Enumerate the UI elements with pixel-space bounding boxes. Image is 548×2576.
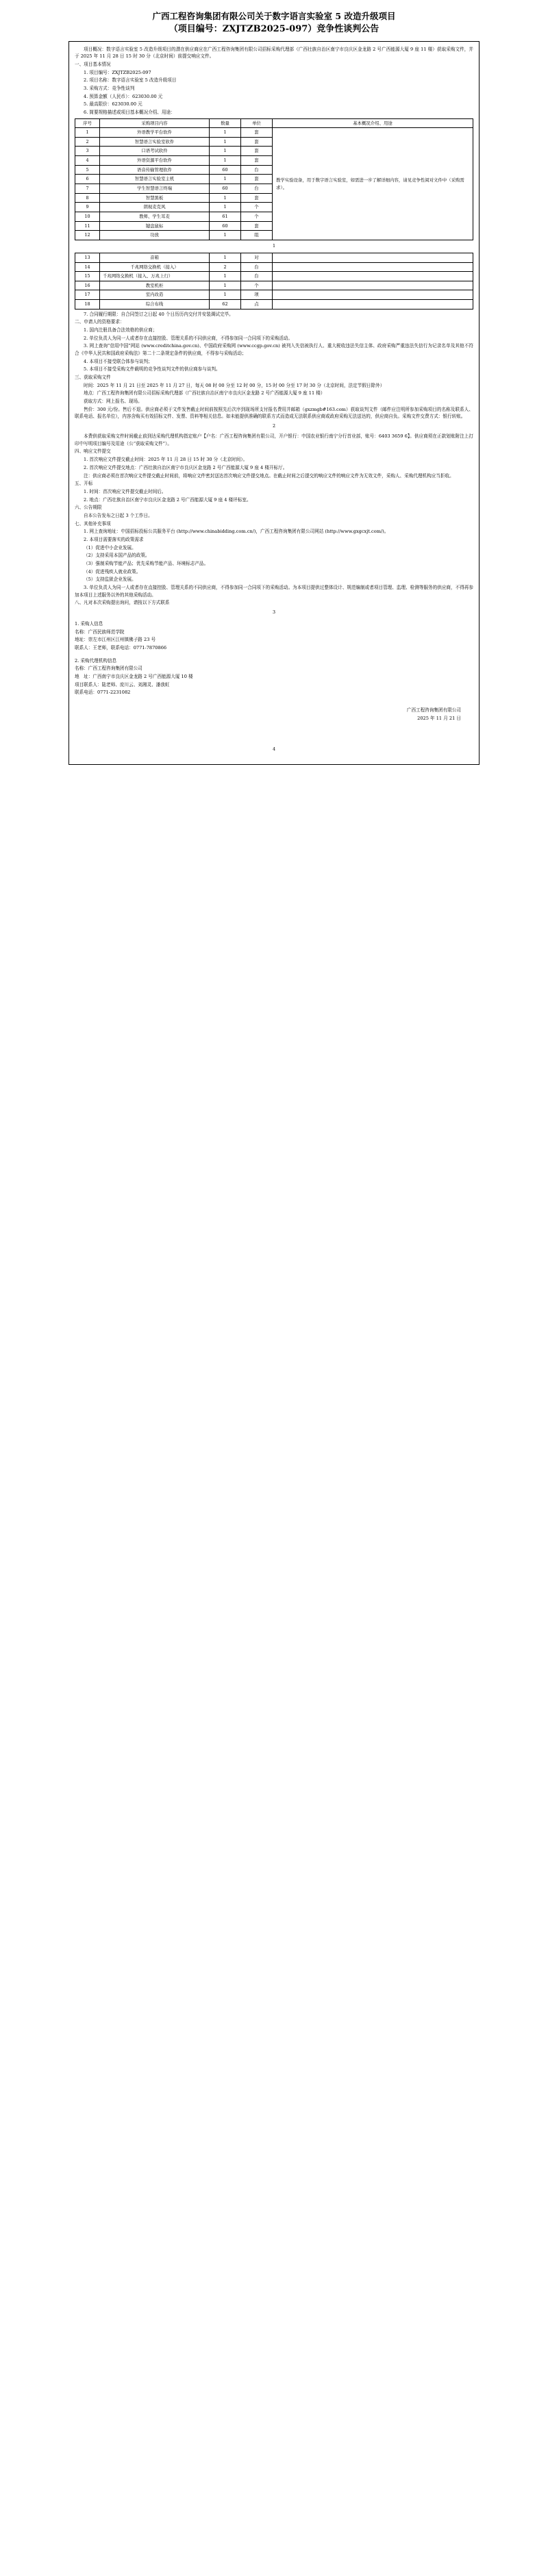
section-3-place: 地点：广西工程咨询集团有限公司招标采购代理部（广西壮族自治区南宁市良庆区金龙路 2 号广西能源大厦 9 座 11 楼） bbox=[84, 390, 325, 396]
table-row bbox=[75, 272, 473, 281]
section-8-heading: 八、凡对本次采购提出询问，请按以下方式联系 bbox=[75, 600, 170, 606]
cell-item: 学生智慧语言终端 bbox=[100, 184, 210, 194]
cell-item: 键盘鼠标 bbox=[100, 221, 210, 231]
section-2-item-5: 5. 本项目不接受采购文件载明的竞争性谈判文件的供应商参与谈判。 bbox=[84, 366, 221, 372]
section-2-heading: 二、申请人的资格要求： bbox=[75, 319, 125, 325]
agency-info bbox=[75, 657, 473, 696]
section-5-item-2: 2. 地点：广西壮族自治区南宁市良庆区金龙路 2 号广西能源大厦 9 座 4 楼评标室。 bbox=[84, 496, 251, 503]
cell-desc bbox=[273, 281, 473, 290]
section-3-method: 获取方式：网上报名、现场。 bbox=[84, 399, 142, 405]
cell-item: 智慧语言实验室主机 bbox=[100, 175, 210, 184]
cell-qty: 1 bbox=[210, 156, 241, 166]
section-2-item-1: 1. 国内注册具备合法效格的供应商； bbox=[84, 327, 158, 333]
section-6-heading: 六、公告期限 bbox=[75, 505, 102, 511]
page-number-3: 3 bbox=[272, 609, 276, 615]
section-2-item-2: 2. 单位负责人为同一人或者存在直接控股、管理关系的不同供应商，不得参加同一合同项下的采购活动。 bbox=[84, 335, 293, 341]
cell-item: 室内改造 bbox=[100, 290, 210, 300]
table-row bbox=[75, 281, 473, 290]
cell-unit: 台 bbox=[241, 184, 273, 194]
cell-unit: 台 bbox=[241, 262, 273, 272]
page-title bbox=[34, 10, 514, 37]
cell-qty: 1 bbox=[210, 281, 241, 290]
th-unit: 单位 bbox=[241, 118, 273, 128]
cell-index: 7 bbox=[75, 184, 100, 194]
cell-index: 16 bbox=[75, 281, 100, 290]
cell-unit: 组 bbox=[241, 231, 273, 240]
section-7-heading: 七、其他补充事项 bbox=[75, 520, 111, 527]
cell-index: 6 bbox=[75, 175, 100, 184]
cell-unit: 台 bbox=[241, 272, 273, 281]
cell-qty: 1 bbox=[210, 147, 241, 156]
cell-unit: 点 bbox=[241, 300, 273, 310]
cell-item: 口语考试软件 bbox=[100, 147, 210, 156]
cell-index: 17 bbox=[75, 290, 100, 300]
signature-org: 广西工程咨询集团有限公司 bbox=[406, 707, 461, 713]
agency-address: 地 址：广西南宁市良庆区金龙路 2 号广西能源大厦 10 楼 bbox=[75, 673, 193, 679]
cell-item: 朗视麦克风 bbox=[100, 203, 210, 212]
cell-qty: 60 bbox=[210, 165, 241, 175]
cell-item: 教师、学生耳麦 bbox=[100, 212, 210, 221]
cell-index: 12 bbox=[75, 231, 100, 240]
cell-desc bbox=[273, 300, 473, 310]
agency-project-contact: 项目联系人：陆老师、庞川云、刘湘灵、潘我虹 bbox=[75, 681, 170, 687]
section-7-item-2: 2. 本项目需要落实的政策需求 bbox=[84, 536, 144, 542]
section-7-policy-2: （2）支持采用本国产品的政策。 bbox=[84, 553, 150, 559]
section-1-item-3: 3. 采购方式：竞争性谈判 bbox=[84, 85, 135, 91]
purchaser-info bbox=[75, 620, 473, 652]
document-page bbox=[0, 0, 548, 765]
cell-index: 15 bbox=[75, 272, 100, 281]
cell-unit: 台 bbox=[241, 165, 273, 175]
cell-unit: 对 bbox=[241, 253, 273, 262]
signature-date: 2025 年 11 月 21 日 bbox=[417, 716, 461, 722]
purchaser-heading: 1. 采购人信息 bbox=[75, 620, 103, 627]
items-table-part-1-wrap bbox=[75, 118, 473, 240]
cell-item: 语音传输管理软件 bbox=[100, 165, 210, 175]
cell-unit: 个 bbox=[241, 212, 273, 221]
agency-heading: 2. 采购代理机构信息 bbox=[75, 657, 117, 664]
cell-qty: 1 bbox=[210, 193, 241, 203]
section-1-item-7: 7. 合同履行期限：自合同签订之日起 40 个日历历内交付并安装调试完毕。 bbox=[84, 311, 234, 317]
th-index: 序号 bbox=[75, 118, 100, 128]
th-item: 采购项目内容 bbox=[100, 118, 210, 128]
section-7-policy-3: （3）强制采购节能产品；优先采购节能产品、环境标志产品。 bbox=[84, 560, 209, 566]
cell-index: 9 bbox=[75, 203, 100, 212]
cell-item: 音箱 bbox=[100, 253, 210, 262]
document-body bbox=[68, 41, 480, 765]
cell-desc: 教学实验设备，用于数字语言实验室，如需进一步了解详细内容，请见竞争性阅对文件中（采购需求）。 bbox=[273, 128, 473, 240]
page-number-4: 4 bbox=[272, 746, 276, 752]
section-1-item-4: 4. 预算金额（人民币）：623030.00 元 bbox=[84, 93, 163, 99]
cell-item: 外语资源平台软件 bbox=[100, 156, 210, 166]
section-1-item-2: 2. 项目名称：数字语言实验室 5 改造升级项目 bbox=[84, 77, 177, 84]
cell-desc bbox=[273, 262, 473, 272]
page-number-2: 2 bbox=[272, 423, 276, 429]
section-4-item-1: 1. 首次响应文件提交截止时间：2025 年 11 月 28 日 15 时 30 分（北京时间）。 bbox=[84, 457, 248, 463]
cell-unit: 套 bbox=[241, 175, 273, 184]
cell-item: 智慧语言实验室软件 bbox=[100, 137, 210, 147]
cell-index: 8 bbox=[75, 193, 100, 203]
cell-index: 11 bbox=[75, 221, 100, 231]
title-line-2: （项目编号：ZXJTZB2025-097）竞争性谈判公告 bbox=[169, 24, 379, 35]
cell-index: 2 bbox=[75, 137, 100, 147]
section-1-item-1: 1. 项目编号：ZXJTZB2025-097 bbox=[84, 69, 151, 75]
cell-unit: 套 bbox=[241, 137, 273, 147]
signature-block bbox=[75, 706, 473, 723]
table-header-row bbox=[75, 118, 473, 128]
cell-qty: 2 bbox=[210, 262, 241, 272]
cell-index: 14 bbox=[75, 262, 100, 272]
cell-qty: 1 bbox=[210, 137, 241, 147]
bottom-spacer bbox=[75, 723, 473, 735]
cell-unit: 个 bbox=[241, 203, 273, 212]
cell-qty: 1 bbox=[210, 253, 241, 262]
cell-unit: 套 bbox=[241, 147, 273, 156]
page-number-1: 1 bbox=[272, 242, 276, 249]
section-7-policy-4: （4）促进残疾人就业政策。 bbox=[84, 568, 141, 574]
cell-unit: 套 bbox=[241, 128, 273, 138]
cell-qty: 1 bbox=[210, 203, 241, 212]
section-3-time: 时间：2025 年 11 月 21 日至 2025 年 11 月 27 日，每天 08 时 00 分至 12 时 00 分，15 时 00 分至 17 时 30 分（北京时间，法定节假日除外） bbox=[84, 382, 385, 388]
cell-qty: 60 bbox=[210, 221, 241, 231]
section-7-item-1: 1. 网上查询地址：中国招标投标公共服务平台 (http://www.chinabidding.com.cn/)，广西工程咨询集团有限公司网站 (http://www.gxgcxjt.com/)。 bbox=[84, 529, 389, 535]
cell-qty: 1 bbox=[210, 128, 241, 138]
content-frame bbox=[68, 41, 480, 765]
th-qty: 数量 bbox=[210, 118, 241, 128]
cell-qty: 1 bbox=[210, 175, 241, 184]
purchaser-contact: 联系人：王老师，联系电话：0771-7870866 bbox=[75, 644, 167, 651]
section-7-item-3: 3. 单位负责人为同一人或者存在直接控股、管理关系的不同供应商，不得参加同一合同项下的采购活动。为本项目提供过整体设计、规范编制或者项目管理、监理、检测等服务的供应商，不得再参加本项目上述服务以外的其他采购活动。 bbox=[75, 584, 473, 598]
cell-item: 千兆网络交换机（接入、万兆上行） bbox=[100, 272, 210, 281]
table-row bbox=[75, 290, 473, 300]
section-3-price: 售价：300 元/份。售后不退。供应商必须于文件发售截止时间前按照先后次序到现场所支付报名费用并邮箱（gxzmgb#163.com）获取谈判文件（邮件应注明所参加采购项目的名称及联系人、联系电话、报名单位），内容含购买有效招标文件、发票、资料等相关信息。如未能提供准确的联系方式而造成无法联系供应商或政府采购无法送达的，供应商自负。采购文件交费方式：银行转账。 bbox=[75, 406, 473, 420]
cell-desc bbox=[273, 272, 473, 281]
section-5-item-1: 1. 时间：首次响应文件提交截止时间后。 bbox=[84, 488, 166, 494]
cell-qty: 62 bbox=[210, 300, 241, 310]
intro-paragraph: 项目概况：数字语言实验室 5 改造升级项目的潜在供应商应在广西工程咨询集团有限公司招标采购代理部（广西壮族自治区南宁市良庆区金龙路 2 号广西能源大厦 9 座 11 楼）获取采购文件，并于 2025 年 11 月 28 日 15 时 30 分（北京时间）前提交响应文件。 bbox=[75, 46, 473, 60]
section-1-item-6: 6. 简要规格描述或项目基本概况介绍、用途： bbox=[84, 109, 175, 115]
cell-index: 10 bbox=[75, 212, 100, 221]
section-1-heading: 一、项目基本情况 bbox=[75, 61, 111, 67]
title-line-1: 广西工程咨询集团有限公司关于数字语言实验室 5 改造升级项目 bbox=[152, 11, 396, 21]
cell-index: 4 bbox=[75, 156, 100, 166]
cell-item: 综合布线 bbox=[100, 300, 210, 310]
cell-qty: 1 bbox=[210, 272, 241, 281]
cell-item: 功放 bbox=[100, 231, 210, 240]
cell-item: 教室机柜 bbox=[100, 281, 210, 290]
section-4-item-3: 注：供应商必须在首次响应文件提交截止时间前，将响应文件密封送达首次响应文件提交地点。在截止时间之后提交的响应文件的响应文件为无效文件，采购人、采购代理机构应当拒收。 bbox=[84, 472, 454, 479]
cell-item: 千兆网络交换机（接入） bbox=[100, 262, 210, 272]
items-table-part-2-wrap bbox=[75, 253, 473, 310]
section-6-item-1: 自本公告发布之日起 3 个工作日。 bbox=[84, 512, 153, 518]
items-table-part-1 bbox=[75, 118, 473, 240]
table-row bbox=[75, 262, 473, 272]
section-5-heading: 五、开标 bbox=[75, 481, 93, 487]
section-3-heading: 三、获取采购文件 bbox=[75, 375, 111, 381]
cell-unit: 个 bbox=[241, 281, 273, 290]
table-row bbox=[75, 253, 473, 262]
table-row bbox=[75, 128, 473, 138]
table-row bbox=[75, 300, 473, 310]
cell-item: 外语教学平台软件 bbox=[100, 128, 210, 138]
section-2-item-4: 4. 本项目不接受联合体参与谈判； bbox=[84, 358, 153, 364]
cell-qty: 1 bbox=[210, 231, 241, 240]
section-4-item-2: 2. 首次响应文件提交地点：广西壮族自治区南宁市良庆区金龙路 2 号广西能源大厦 9 座 4 楼开标厅。 bbox=[84, 464, 288, 470]
section-2-item-3: 3. 网上查询“信用中国”网站 (www.creditchina.gov.cn)、中国政府采购网 (www.ccgp.gov.cn) 被列入失信被执行人、重大税收违法失信主体、政府采购严重违法失信行为记录名单及其他不符合《中华人民共和国政府采购法》第二十二条规定条件的供应商，不得参与采购活动； bbox=[75, 343, 473, 357]
cell-qty: 61 bbox=[210, 212, 241, 221]
agency-name: 名称：广西工程咨询集团有限公司 bbox=[75, 666, 142, 672]
cell-item: 智慧黑板 bbox=[100, 193, 210, 203]
cell-desc bbox=[273, 253, 473, 262]
items-table-part-2 bbox=[75, 253, 473, 310]
agency-phone: 联系电话：0771-2231082 bbox=[75, 690, 131, 696]
cell-unit: 项 bbox=[241, 290, 273, 300]
cell-desc bbox=[273, 290, 473, 300]
cell-index: 5 bbox=[75, 165, 100, 175]
purchaser-address: 地址：崇左市江州区江州镇佛子路 23 号 bbox=[75, 637, 156, 643]
cell-qty: 60 bbox=[210, 184, 241, 194]
section-7-policy-1: （1）促进中小企业发展。 bbox=[84, 544, 136, 551]
section-7-policy-5: （5）支持监狱企业发展。 bbox=[84, 577, 136, 583]
cell-index: 18 bbox=[75, 300, 100, 310]
cell-unit: 套 bbox=[241, 221, 273, 231]
cell-qty: 1 bbox=[210, 290, 241, 300]
section-4-heading: 四、响应文件提交 bbox=[75, 449, 111, 455]
cell-index: 13 bbox=[75, 253, 100, 262]
cell-unit: 套 bbox=[241, 193, 273, 203]
purchaser-name: 名称：广西民族师范学院 bbox=[75, 629, 125, 635]
section-3-account: 本费供获取采购文件时间截止前到达采购代理机构指定账户【户名：广西工程咨询集团有限公司，开户银行：中国农业银行南宁分行首业部，账号：6403 3659 6】。供应商须在正款划账附注上打印中写明项目编号及用途（公“获取采购文件”）。 bbox=[75, 433, 473, 446]
section-1-item-5: 5. 最高限价：623030.00 元 bbox=[84, 101, 142, 108]
cell-unit: 套 bbox=[241, 156, 273, 166]
cell-index: 1 bbox=[75, 128, 100, 138]
cell-index: 3 bbox=[75, 147, 100, 156]
th-desc: 基本概况介绍、用途 bbox=[273, 118, 473, 128]
